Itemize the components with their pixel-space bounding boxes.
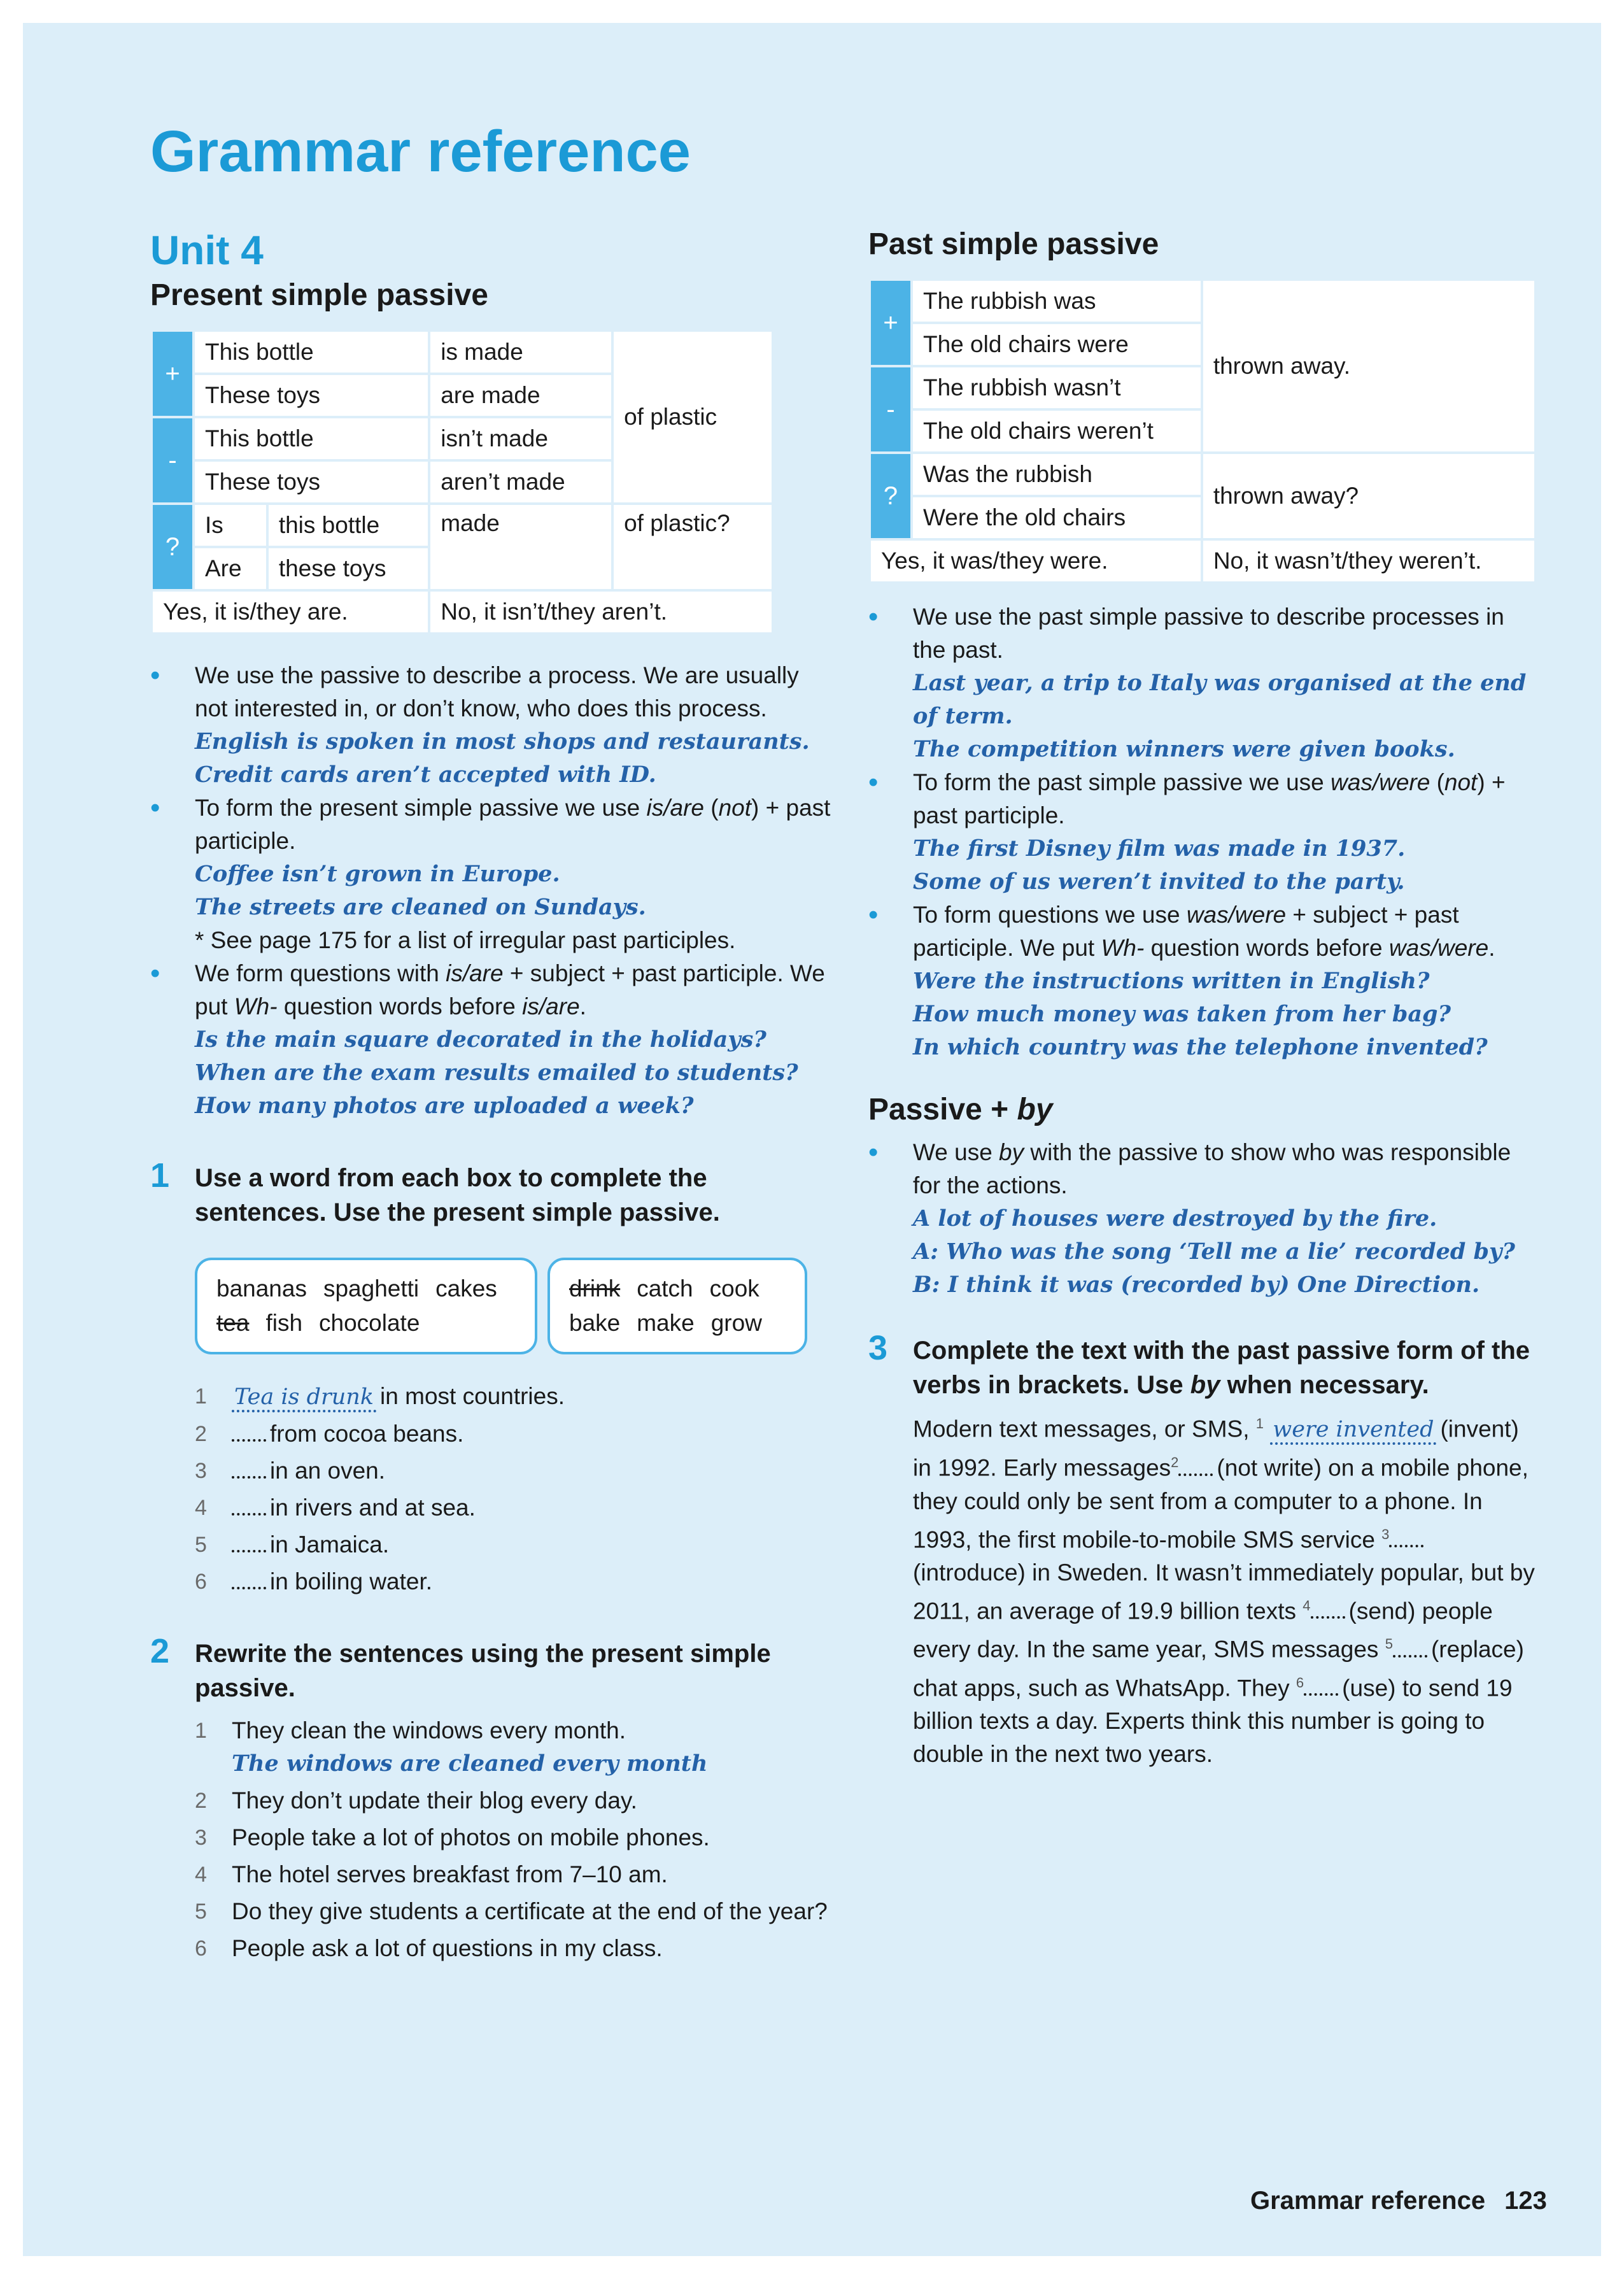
exercise-1-items xyxy=(195,1380,831,1598)
word: grow xyxy=(710,1310,762,1336)
text-segment: (not write) on a mobile phone, they could only be sent from a computer to a phone. In 1993, the first mobile-to-mobile SMS service xyxy=(913,1454,1529,1552)
item-number: 5 xyxy=(195,1899,207,1924)
item-number: 5 xyxy=(195,1533,207,1557)
example-sentence: Some of us weren’t invited to the party. xyxy=(913,869,1405,895)
table-cell: Is xyxy=(195,505,266,546)
answer-gap[interactable] xyxy=(1389,1526,1423,1547)
gap-number: 5 xyxy=(1385,1636,1393,1652)
table-row xyxy=(871,454,1534,495)
table-cell: This bottle xyxy=(195,418,428,459)
list-item xyxy=(195,1454,831,1487)
example-sentence: The first Disney film was made in 1937. xyxy=(913,835,1406,862)
right-column xyxy=(868,227,1537,1771)
note-text: ( xyxy=(703,795,719,821)
item-text: They don’t update their blog every day. xyxy=(232,1787,637,1814)
list-item xyxy=(195,1565,831,1598)
word: spaghetti xyxy=(323,1275,420,1302)
example-sentence: Were the instructions written in English? xyxy=(913,968,1430,994)
note-text: . xyxy=(1488,935,1495,961)
note-text: To form the past simple passive we use xyxy=(913,769,1331,795)
note-text: Wh- xyxy=(1101,935,1145,961)
table-cell: Are xyxy=(195,548,266,589)
answer-gap[interactable] xyxy=(232,1420,266,1442)
positive-symbol: + xyxy=(871,281,910,365)
example-answer: were invented xyxy=(1270,1417,1436,1445)
noun-box xyxy=(195,1258,537,1354)
example-sentence: Coffee isn’t grown in Europe. xyxy=(195,861,560,887)
unit-heading: Unit 4 xyxy=(150,227,264,273)
item-text: Do they give students a certificate at the end of the year? xyxy=(232,1898,828,1924)
word: bake xyxy=(569,1310,621,1336)
item-number: 2 xyxy=(195,1789,207,1813)
footnote: * See page 175 for a list of irregular past participles. xyxy=(195,927,736,953)
item-text: in an oven. xyxy=(270,1458,386,1484)
note-text: + subject + past participle. We put xyxy=(195,960,825,1019)
table-cell: thrown away? xyxy=(1203,454,1534,538)
item-number: 6 xyxy=(195,1570,207,1594)
page-title: Grammar reference xyxy=(150,119,691,184)
exercise-3-instruction xyxy=(868,1329,1537,1402)
example-sentence: The competition winners were given books. xyxy=(913,736,1455,762)
exercise-1 xyxy=(150,1156,831,1598)
text-segment: (invent) in 1992. Early messages xyxy=(913,1416,1519,1481)
word: cook xyxy=(709,1275,759,1302)
item-number: 4 xyxy=(195,1496,207,1520)
word-boxes xyxy=(195,1258,831,1354)
word: make xyxy=(637,1310,695,1336)
example-sentence: B: I think it was (recorded by) One Direction. xyxy=(913,1272,1480,1298)
table-row xyxy=(871,541,1534,581)
list-item xyxy=(195,1491,831,1524)
present-simple-passive-notes xyxy=(150,659,831,1123)
item-number: 1 xyxy=(195,1384,207,1409)
word-used: drink xyxy=(569,1275,621,1302)
item-text: in boiling water. xyxy=(270,1568,433,1594)
item-text: in rivers and at sea. xyxy=(270,1494,476,1521)
text-segment: (replace) chat apps, such as WhatsApp. They xyxy=(913,1636,1524,1701)
example-sentence: Last year, a trip to Italy was organised at the end of term. xyxy=(913,670,1527,729)
item-text: People ask a lot of questions in my class. xyxy=(232,1935,663,1961)
short-answer-no: No, it wasn’t/they weren’t. xyxy=(1203,541,1534,581)
short-answer-no: No, it isn’t/they aren’t. xyxy=(430,592,772,632)
exercise-number: 1 xyxy=(150,1156,170,1195)
table-cell: The rubbish was xyxy=(913,281,1201,322)
list-item xyxy=(195,1380,831,1414)
answer-gap[interactable] xyxy=(232,1457,266,1479)
gap-fill-text xyxy=(913,1407,1537,1771)
note-text: + subject + past participle. We put xyxy=(913,902,1459,961)
item-number: 3 xyxy=(195,1459,207,1483)
note-text: was/were xyxy=(1331,769,1430,795)
answer-gap[interactable] xyxy=(1304,1674,1338,1696)
table-cell: The rubbish wasn’t xyxy=(913,367,1201,408)
page-number: 123 xyxy=(1504,2187,1547,2215)
note-text: Wh- xyxy=(234,993,278,1019)
note-text: To form questions we use xyxy=(913,902,1187,928)
table-cell: This bottle xyxy=(195,332,428,373)
page-footer xyxy=(1250,2187,1547,2215)
answer-gap[interactable] xyxy=(232,1494,266,1516)
heading-text: by xyxy=(1017,1093,1053,1126)
table-cell: isn’t made xyxy=(430,418,611,459)
example-sentence: A lot of houses were destroyed by the fire. xyxy=(913,1205,1437,1232)
exercise-2-items xyxy=(195,1714,831,1965)
note-text: is/are xyxy=(522,993,580,1019)
word: cakes xyxy=(435,1275,497,1302)
passive-by-heading xyxy=(868,1092,1537,1127)
table-row xyxy=(153,332,772,373)
example-sentence: How much money was taken from her bag? xyxy=(913,1001,1451,1027)
note-text: ( xyxy=(1430,769,1444,795)
instruction-text: Complete the text with the past passive form of the verbs in brackets. Use xyxy=(913,1337,1530,1399)
table-row xyxy=(871,281,1534,322)
verb-box xyxy=(547,1258,807,1354)
item-text: in most countries. xyxy=(380,1383,565,1409)
note-text: We use the past simple passive to describe processes in the past. xyxy=(913,604,1504,663)
note-text: by xyxy=(999,1139,1024,1165)
word-used: tea xyxy=(216,1310,250,1336)
word: bananas xyxy=(216,1275,307,1302)
table-cell: is made xyxy=(430,332,611,373)
table-cell: made xyxy=(430,505,611,589)
example-sentence: When are the exam results emailed to students? xyxy=(195,1060,798,1086)
instruction-text: when necessary. xyxy=(1220,1371,1429,1399)
list-item xyxy=(150,957,831,1123)
note-text: We form questions with xyxy=(195,960,446,986)
present-simple-passive-heading: Present simple passive xyxy=(150,278,488,312)
exercise-number: 2 xyxy=(150,1632,170,1670)
positive-symbol: + xyxy=(153,332,192,416)
note-text: ) + past participle. xyxy=(195,795,831,854)
example-sentence: In which country was the telephone invented? xyxy=(913,1034,1488,1060)
table-cell: this bottle xyxy=(269,505,428,546)
passive-by-notes xyxy=(868,1136,1537,1302)
list-item xyxy=(868,1136,1537,1302)
list-item xyxy=(195,1895,831,1928)
item-number: 3 xyxy=(195,1826,207,1850)
short-answer-yes: Yes, it was/they were. xyxy=(871,541,1201,581)
note-text: question words before xyxy=(277,993,523,1019)
note-text: . xyxy=(579,993,586,1019)
answer-gap[interactable] xyxy=(1393,1636,1427,1658)
note-text: was/were xyxy=(1186,902,1287,928)
answer-gap[interactable] xyxy=(232,1531,266,1552)
table-cell: Was the rubbish xyxy=(913,454,1201,495)
list-item xyxy=(195,1821,831,1854)
note-text: not xyxy=(718,795,752,821)
example-sentence: Credit cards aren’t accepted with ID. xyxy=(195,762,656,788)
item-text: They clean the windows every month. xyxy=(232,1717,626,1743)
instruction-text: by xyxy=(1190,1371,1220,1399)
item-text: from cocoa beans. xyxy=(270,1421,464,1447)
item-number: 6 xyxy=(195,1936,207,1961)
negative-symbol: - xyxy=(153,418,192,502)
table-cell: These toys xyxy=(195,462,428,502)
note-text: with the passive to show who was responsible for the actions. xyxy=(913,1139,1511,1198)
page-background xyxy=(23,23,1601,2256)
list-item xyxy=(195,1784,831,1817)
exercise-2 xyxy=(150,1632,831,1965)
example-sentence: How many photos are uploaded a week? xyxy=(195,1093,694,1119)
example-sentence: English is spoken in most shops and restaurants. xyxy=(195,728,810,755)
example-answer: Tea is drunk xyxy=(232,1384,376,1412)
past-simple-passive-heading: Past simple passive xyxy=(868,227,1159,261)
exercise-2-instruction xyxy=(150,1632,831,1705)
note-text: question words before xyxy=(1144,935,1389,961)
table-cell: These toys xyxy=(195,375,428,416)
list-item xyxy=(868,766,1537,898)
word: catch xyxy=(637,1275,693,1302)
text-segment: Modern text messages, or SMS, xyxy=(913,1416,1256,1442)
table-cell: these toys xyxy=(269,548,428,589)
gap-number: 1 xyxy=(1255,1416,1264,1431)
list-item xyxy=(195,1417,831,1451)
table-cell: The old chairs were xyxy=(913,324,1201,365)
instruction-text: Rewrite the sentences using the present simple passive. xyxy=(195,1640,771,1702)
gap-number: 3 xyxy=(1381,1526,1390,1542)
item-text: The hotel serves breakfast from 7–10 am. xyxy=(232,1861,668,1887)
question-symbol: ? xyxy=(871,454,910,538)
past-simple-passive-notes xyxy=(868,600,1537,1064)
note-text: ) + past participle. xyxy=(913,769,1506,828)
text-segment: (send) people every day. In the same year, SMS messages xyxy=(913,1598,1493,1663)
table-cell: of plastic xyxy=(614,332,772,502)
list-item xyxy=(150,792,831,957)
instruction-text: Use a word from each box to complete the sentences. Use the present simple passive. xyxy=(195,1164,720,1226)
table-cell: are made xyxy=(430,375,611,416)
note-text: is/are xyxy=(446,960,504,986)
answer-gap[interactable] xyxy=(232,1568,266,1589)
list-item xyxy=(195,1858,831,1891)
list-item xyxy=(150,659,831,792)
footer-label: Grammar reference xyxy=(1250,2187,1486,2215)
list-item xyxy=(868,600,1537,766)
item-text: People take a lot of photos on mobile phones. xyxy=(232,1824,710,1850)
note-text: We use the passive to describe a process. We are usually not interested in, or don’t know, who does this process. xyxy=(195,662,799,721)
past-simple-passive-table xyxy=(868,278,1537,584)
example-sentence: The streets are cleaned on Sundays. xyxy=(195,894,646,920)
table-row xyxy=(153,592,772,632)
gap-number: 4 xyxy=(1303,1597,1311,1614)
text-segment: (introduce) in Sweden. It wasn’t immediately popular, but by 2011, an average of 19.9 billion texts xyxy=(913,1559,1535,1624)
word: fish xyxy=(265,1310,303,1336)
note-text: To form the present simple passive we use xyxy=(195,795,647,821)
list-item xyxy=(195,1714,831,1780)
list-item xyxy=(195,1932,831,1965)
item-text: in Jamaica. xyxy=(270,1531,390,1558)
negative-symbol: - xyxy=(871,367,910,451)
question-symbol: ? xyxy=(153,505,192,589)
item-number: 1 xyxy=(195,1719,207,1743)
table-cell: Were the old chairs xyxy=(913,497,1201,538)
word: chocolate xyxy=(319,1310,420,1336)
exercise-1-instruction xyxy=(150,1156,831,1230)
note-text: not xyxy=(1444,769,1478,795)
present-simple-passive-table xyxy=(150,329,774,635)
list-item xyxy=(868,898,1537,1064)
note-text: is/are xyxy=(646,795,704,821)
table-cell: aren’t made xyxy=(430,462,611,502)
note-text: was/were xyxy=(1388,935,1489,961)
table-row xyxy=(153,505,772,546)
text-segment: (use) to send 19 billion texts a day. Experts think this number is going to double in the next two years. xyxy=(913,1674,1513,1767)
example-sentence: A: Who was the song ‘Tell me a lie’ recorded by? xyxy=(913,1239,1515,1265)
table-cell: The old chairs weren’t xyxy=(913,411,1201,451)
left-column xyxy=(150,227,831,1969)
gap-number: 2 xyxy=(1171,1454,1179,1471)
exercise-3 xyxy=(868,1329,1537,1771)
item-number: 2 xyxy=(195,1422,207,1446)
answer-gap[interactable] xyxy=(1178,1454,1213,1476)
list-item xyxy=(195,1528,831,1561)
table-cell: of plastic? xyxy=(614,505,772,589)
example-answer: The windows are cleaned every month xyxy=(232,1750,708,1777)
exercise-number: 3 xyxy=(868,1329,888,1367)
note-text: We use xyxy=(913,1139,999,1165)
answer-gap[interactable] xyxy=(1311,1597,1345,1619)
short-answer-yes: Yes, it is/they are. xyxy=(153,592,428,632)
gap-number: 6 xyxy=(1296,1674,1304,1691)
example-sentence: Is the main square decorated in the holidays? xyxy=(195,1026,766,1053)
heading-text: Passive + xyxy=(868,1093,1017,1126)
table-cell: thrown away. xyxy=(1203,281,1534,451)
item-number: 4 xyxy=(195,1863,207,1887)
